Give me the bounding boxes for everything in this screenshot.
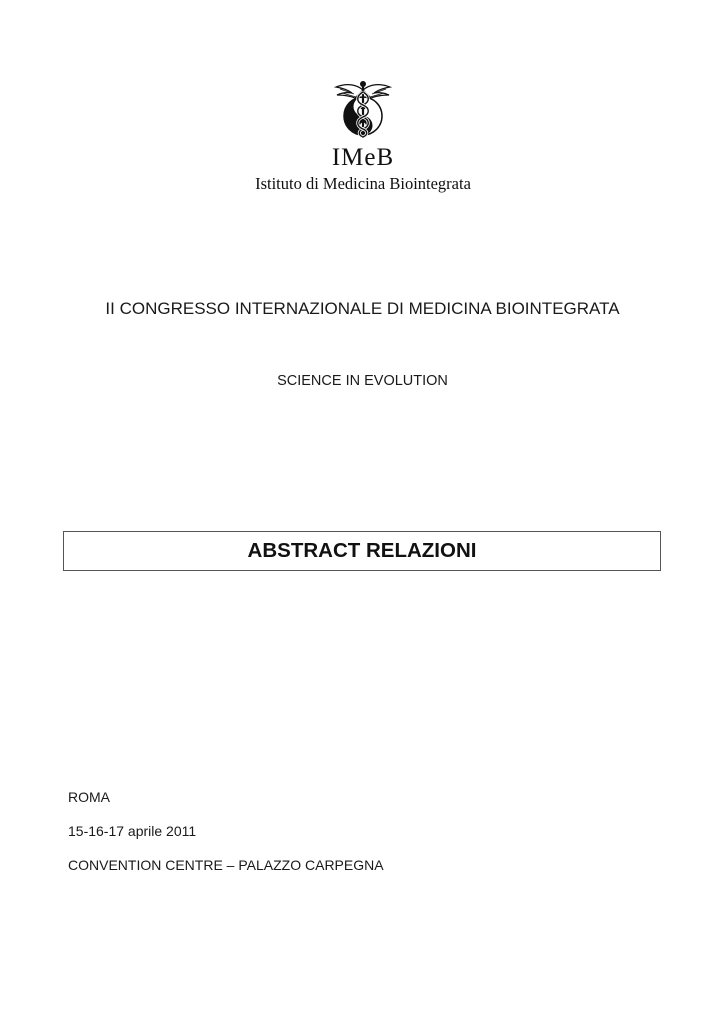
logo-full-name: Istituto di Medicina Biointegrata (255, 174, 471, 193)
event-city: ROMA (68, 789, 110, 805)
event-venue: CONVENTION CENTRE – PALAZZO CARPEGNA (68, 857, 384, 873)
logo-acronym: IMeB (331, 144, 395, 171)
caduceus-yin-yang-icon (330, 78, 396, 140)
congress-subtitle: SCIENCE IN EVOLUTION (277, 373, 448, 389)
abstract-title: ABSTRACT RELAZIONI (247, 539, 477, 562)
logo (0, 78, 725, 198)
congress-title: II CONGRESSO INTERNAZIONALE DI MEDICINA BIOINTEGRATA (105, 299, 620, 318)
abstract-title-box (63, 531, 661, 571)
event-dates: 15-16-17 aprile 2011 (68, 823, 197, 839)
